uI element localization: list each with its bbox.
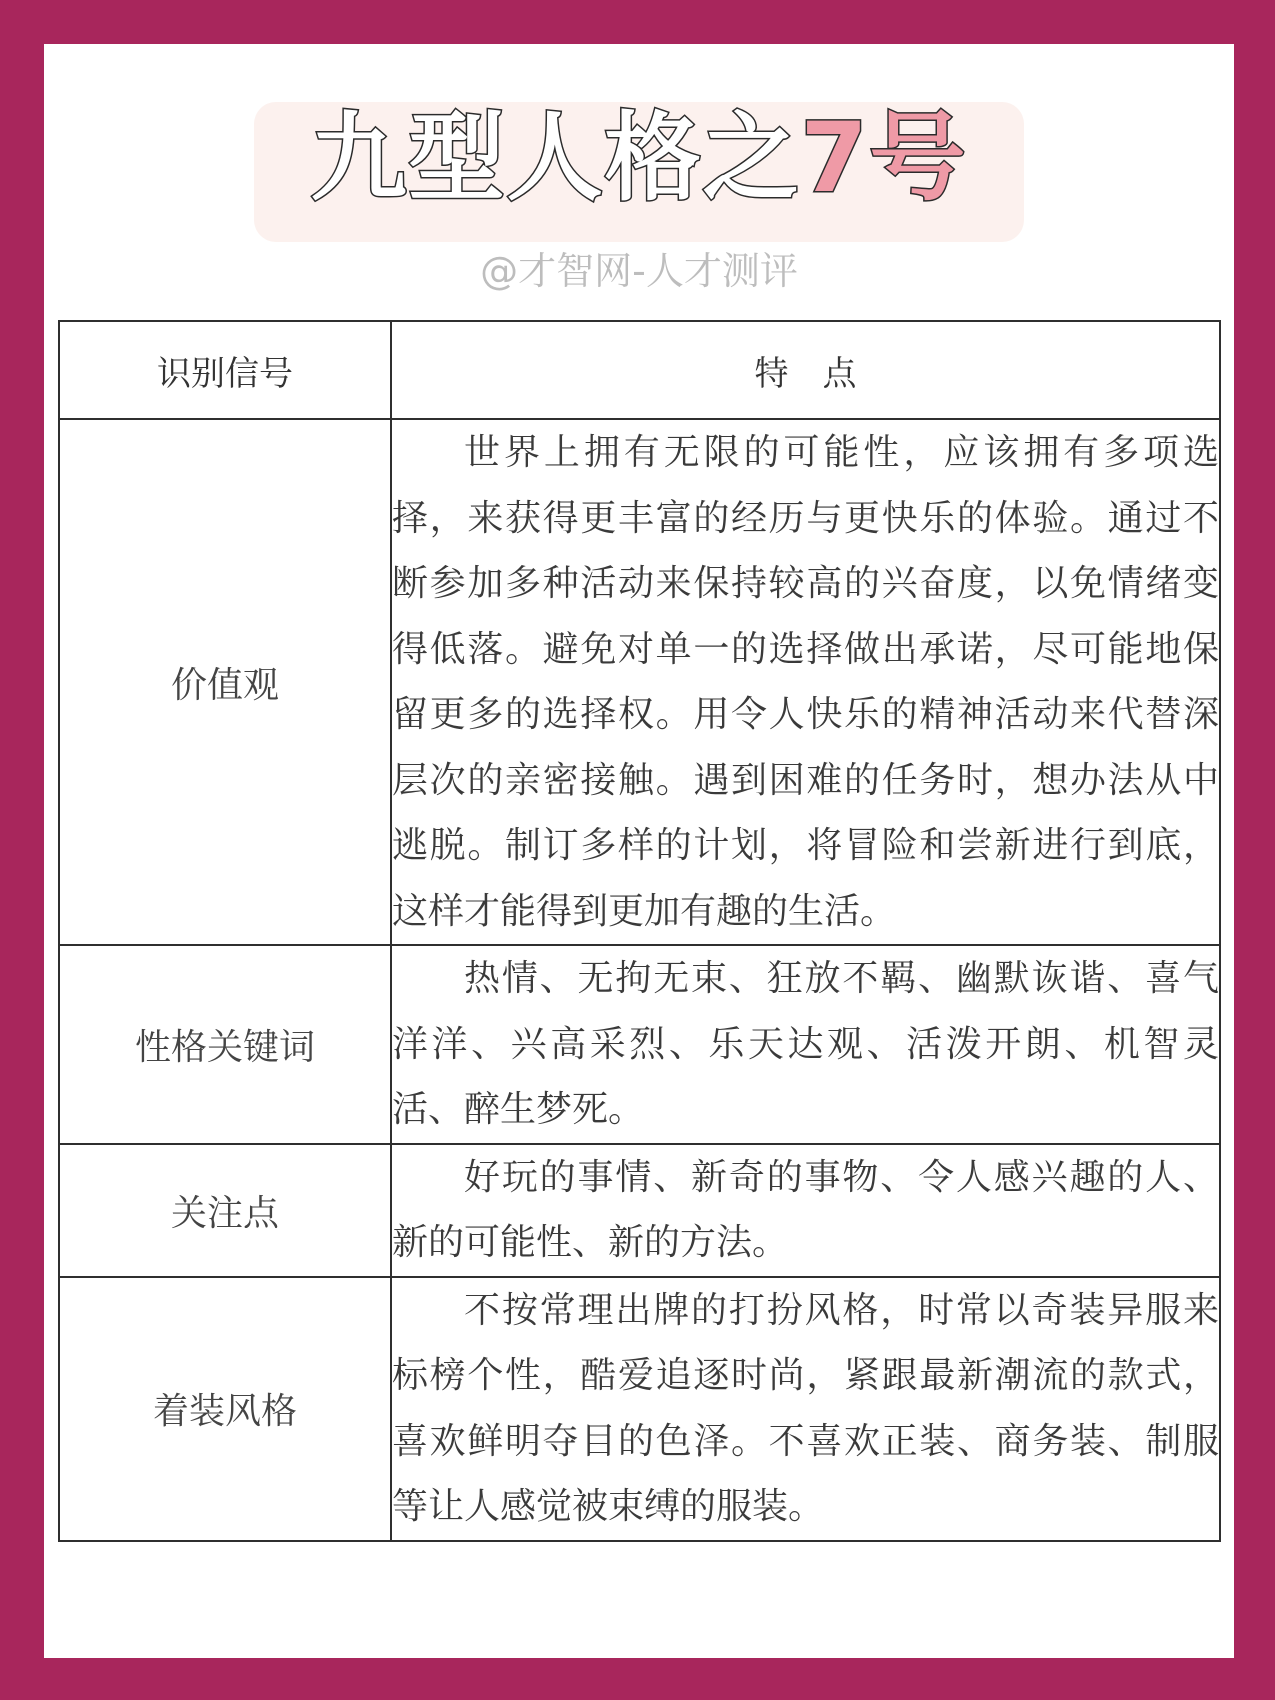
table-row <box>59 1277 1220 1541</box>
traits-table <box>58 320 1221 1542</box>
table-row <box>59 1144 1220 1277</box>
row-label: 关注点 <box>59 1144 391 1277</box>
page-title <box>44 98 1234 218</box>
page <box>44 44 1234 1658</box>
watermark-subtitle: @才智网-人才测评 <box>480 249 798 293</box>
row-label: 价值观 <box>59 419 391 945</box>
row-text: 好玩的事情、新奇的事物、令人感兴趣的人、新的可能性、新的方法。 <box>391 1144 1220 1277</box>
table-row <box>59 419 1220 945</box>
row-text: 热情、无拘无束、狂放不羁、幽默诙谐、喜气洋洋、兴高采烈、乐天达观、活泼开朗、机智灵活、醉生梦死。 <box>391 945 1220 1144</box>
row-label: 性格关键词 <box>59 945 391 1144</box>
header-traits: 特 点 <box>391 321 1220 419</box>
title-main: 九型人格之 <box>310 102 801 214</box>
table-header-row <box>59 321 1220 419</box>
header-signal: 识别信号 <box>59 321 391 419</box>
row-label: 着装风格 <box>59 1277 391 1541</box>
table-row <box>59 945 1220 1144</box>
row-text: 不按常理出牌的打扮风格，时常以奇装异服来标榜个性，酷爱追逐时尚，紧跟最新潮流的款式，喜欢鲜明夺目的色泽。不喜欢正装、商务装、制服等让人感觉被束缚的服装。 <box>391 1277 1220 1541</box>
row-text: 世界上拥有无限的可能性，应该拥有多项选择，来获得更丰富的经历与更快乐的体验。通过不断参加多种活动来保持较高的兴奋度，以免情绪变得低落。避免对单一的选择做出承诺，尽可能地保留更多的选择权。用令人快乐的精神活动来代替深层次的亲密接触。遇到困难的任务时，想办法从中逃脱。制订多样的计划，将冒险和尝新进行到底，这样才能得到更加有趣的生活。 <box>391 419 1220 945</box>
title-number: 7号 <box>800 102 968 214</box>
